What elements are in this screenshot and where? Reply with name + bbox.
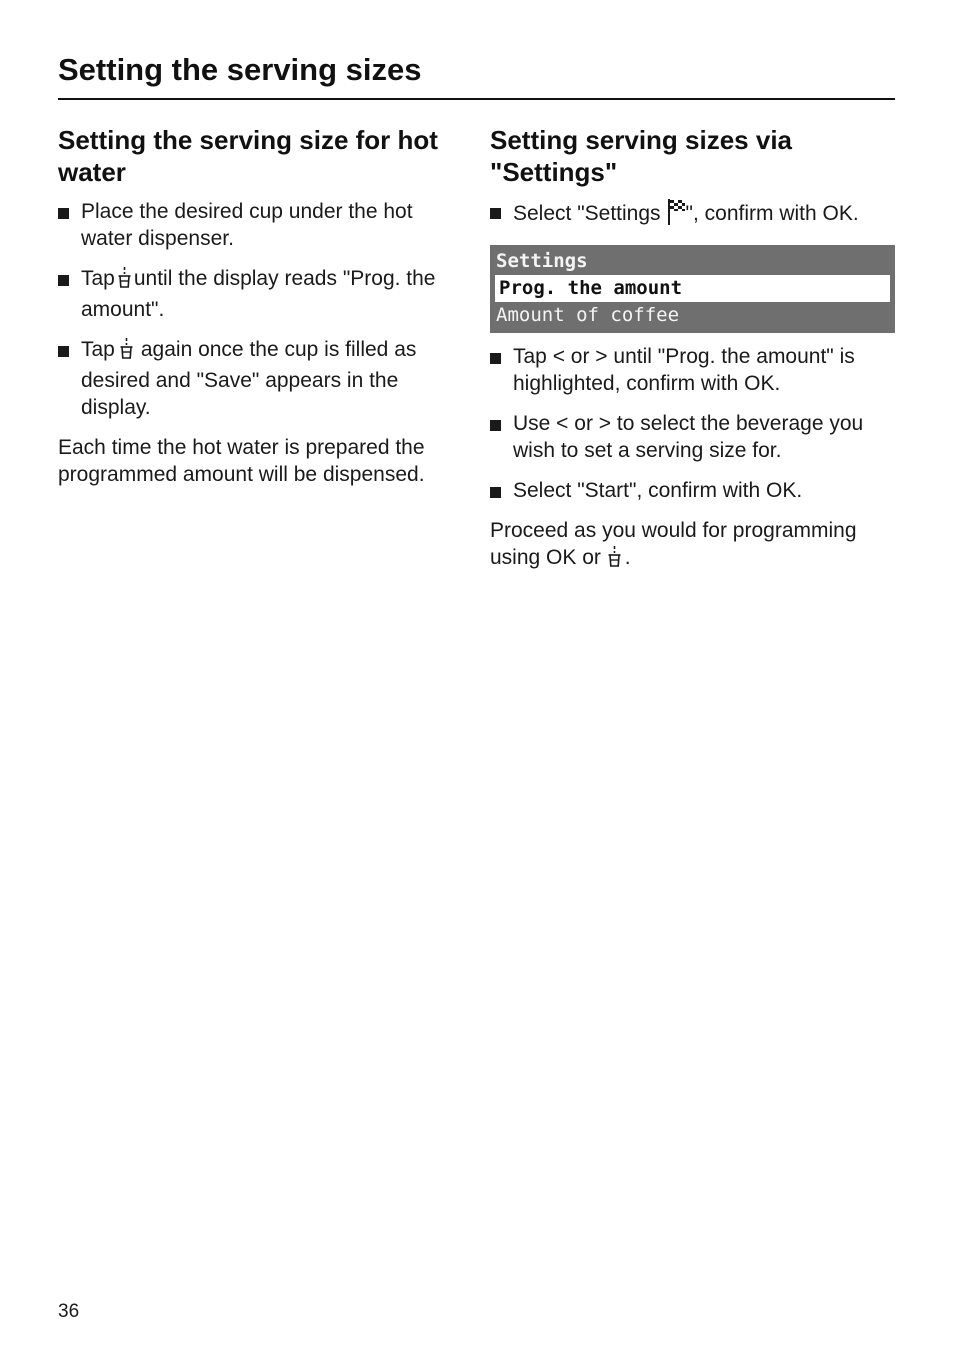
step-text: Tap < or > until "Prog. the amount" is highlighted, confirm with OK.	[513, 345, 855, 395]
list-item	[490, 343, 900, 397]
note-text-before: Proceed as you would for programming using OK or	[490, 519, 857, 569]
hot-water-steps	[58, 198, 468, 421]
step-text-after: ", confirm with OK.	[685, 202, 859, 225]
step-text-after: until the display reads "Prog. the amount".	[81, 267, 436, 321]
hot-water-icon	[607, 545, 622, 575]
step-text-before: Select "Settings	[513, 202, 661, 225]
display-next-row: Amount of coffee	[496, 304, 680, 326]
list-item	[490, 477, 900, 504]
section-heading-hot-water: Setting the serving size for hot water	[58, 125, 438, 187]
step-text: Use < or > to select the beverage you wish to set a serving size for.	[513, 412, 864, 462]
bullet-icon	[58, 208, 69, 219]
settings-note	[490, 517, 900, 575]
display-header: Settings	[496, 250, 588, 272]
display-selected-row: Prog. the amount	[495, 275, 890, 302]
section-heading-settings: Setting serving sizes via "Settings"	[490, 125, 793, 187]
settings-first-step	[490, 198, 900, 233]
list-item	[490, 198, 900, 233]
page-title: Setting the serving sizes	[58, 52, 422, 87]
list-item	[58, 336, 468, 421]
settings-flag-icon	[667, 198, 685, 233]
hot-water-icon	[117, 266, 132, 296]
bullet-icon	[490, 353, 501, 364]
note-text-after: .	[624, 546, 631, 569]
settings-steps	[490, 343, 900, 504]
bullet-icon	[490, 420, 501, 431]
list-item	[58, 198, 468, 252]
list-item	[58, 265, 468, 323]
left-column	[58, 124, 468, 488]
bullet-icon	[58, 346, 69, 357]
bullet-icon	[58, 275, 69, 286]
list-item	[490, 410, 900, 464]
title-rule	[58, 98, 895, 100]
step-text: Place the desired cup under the hot water dispenser.	[81, 200, 413, 250]
step-text-before: Tap	[81, 338, 115, 361]
step-text: Select "Start", confirm with OK.	[513, 479, 803, 502]
settings-display	[490, 245, 895, 333]
step-text-after: again once the cup is filled as desired and "Save" appears in the display.	[81, 338, 417, 419]
right-column	[490, 124, 900, 575]
bullet-icon	[490, 208, 501, 219]
hot-water-icon	[119, 337, 134, 367]
hot-water-note: Each time the hot water is prepared the programmed amount will be dispensed.	[58, 436, 425, 486]
page-number: 36	[58, 1301, 80, 1322]
step-text-before: Tap	[81, 267, 115, 290]
bullet-icon	[490, 487, 501, 498]
